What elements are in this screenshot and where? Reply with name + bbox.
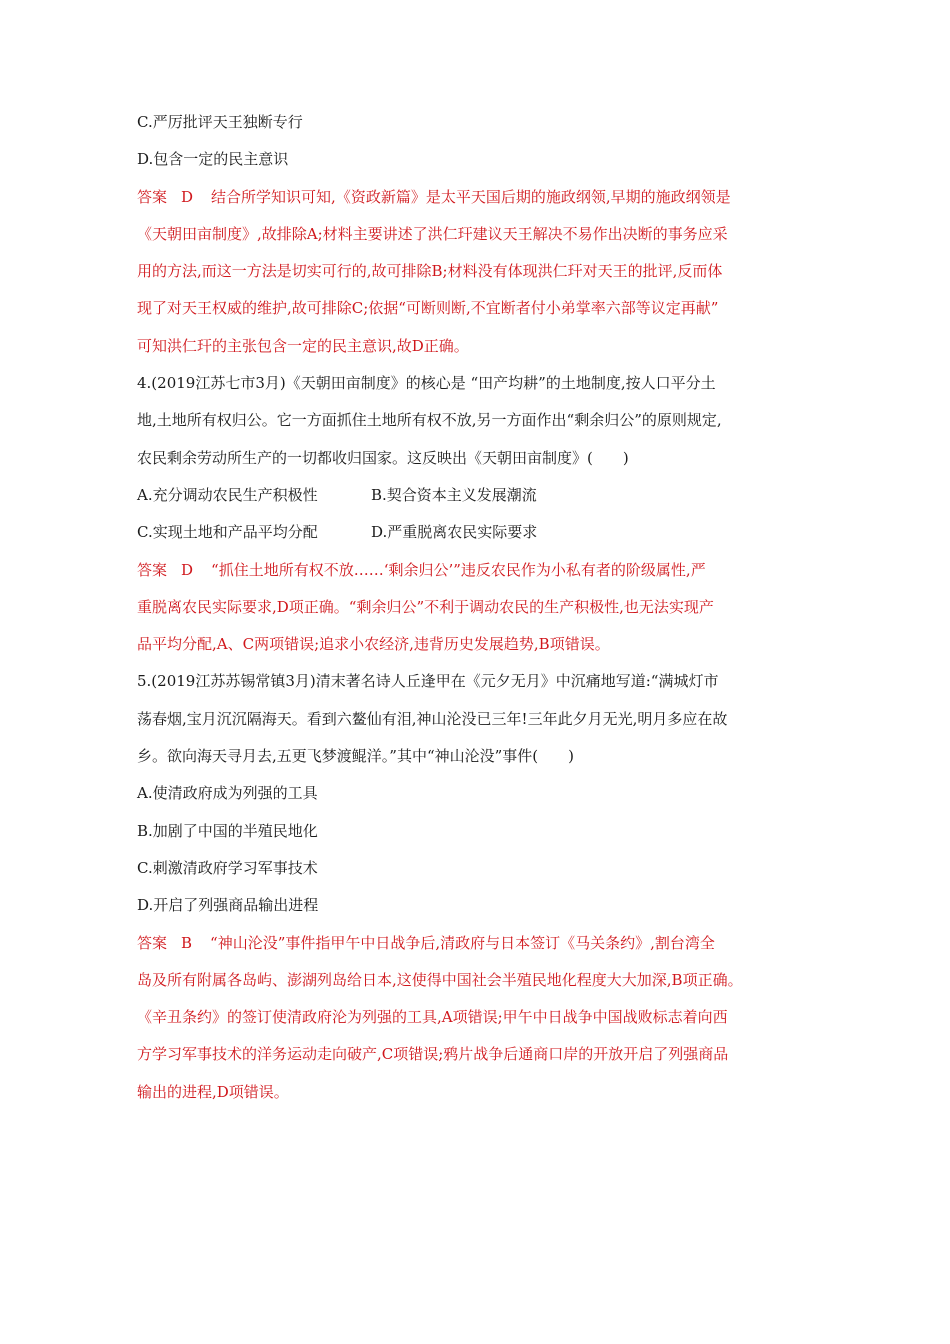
q3-answer-line-3: 用的方法,而这一方法是切实可行的,故可排除B;材料没有体现洪仁玕对天王的批评,反而体 [137, 262, 723, 281]
q5-option-d: D.开启了列强商品输出进程 [137, 896, 319, 915]
q5-answer-line-5: 输出的进程,D项错误。 [137, 1082, 289, 1101]
answer-text: “神山沦没”事件指甲午中日战争后,清政府与日本签订《马关条约》,割台湾全 [210, 933, 715, 952]
q5-option-c: C.刺激清政府学习军事技术 [137, 858, 318, 877]
q3-answer-line-2: 《天朝田亩制度》,故排除A;材料主要讲述了洪仁玕建议天王解决不易作出决断的事务应采 [137, 224, 728, 243]
q4-option-c: C.实现土地和产品平均分配 [137, 523, 318, 542]
q4-option-b: B.契合资本主义发展潮流 [371, 485, 537, 504]
answer-key: D [181, 187, 194, 206]
q3-answer-line-5: 可知洪仁玕的主张包含一定的民主意识,故D正确。 [137, 336, 469, 355]
q4-answer-line-1 [137, 560, 817, 580]
answer-label: 答案 [137, 187, 168, 206]
q4-options-row-1 [137, 485, 817, 505]
answer-label: 答案 [137, 933, 168, 952]
q3-answer-line-4: 现了对天王权威的维护,故可排除C;依据“可断则断,不宜断者付小弟掌率六部等议定再献” [137, 299, 719, 318]
q5-answer-line-3: 《辛丑条约》的签订使清政府沦为列强的工具,A项错误;甲午中日战争中国战败标志着向西 [137, 1008, 728, 1027]
q4-option-d: D.严重脱离农民实际要求 [371, 523, 538, 542]
q3-answer-line-1 [137, 187, 817, 207]
q5-stem-line-3: 乡。欲向海天寻月去,五更飞梦渡鲲洋。”其中“神山沦没”事件( ) [137, 747, 574, 766]
q5-stem-line-2: 荡春烟,宝月沉沉隔海天。看到六鳌仙有泪,神山沦没已三年!三年此夕月无光,明月多应在故 [137, 709, 728, 728]
q4-options-row-2 [137, 522, 817, 542]
q4-stem-line-2: 地,土地所有权归公。它一方面抓住土地所有权不放,另一方面作出“剩余归公”的原则规定, [137, 411, 722, 430]
q5-answer-line-1 [137, 933, 817, 953]
answer-key: B [181, 933, 193, 952]
q5-answer-line-2: 岛及所有附属各岛屿、澎湖列岛给日本,这使得中国社会半殖民地化程度大大加深,B项正确。 [137, 970, 743, 989]
q4-answer-line-3: 品平均分配,A、C两项错误;追求小农经济,违背历史发展趋势,B项错误。 [137, 635, 610, 654]
q3-option-c: C.严厉批评天王独断专行 [137, 113, 303, 131]
q5-stem-line-1: 5.(2019江苏苏锡常镇3月)清末著名诗人丘逢甲在《元夕无月》中沉痛地写道:“满城灯市 [137, 672, 719, 691]
document-page [137, 112, 817, 1119]
q4-stem-line-3: 农民剩余劳动所生产的一切都收归国家。这反映出《天朝田亩制度》( ) [137, 448, 629, 467]
q4-answer-line-2: 重脱离农民实际要求,D项正确。“剩余归公”不利于调动农民的生产积极性,也无法实现产 [137, 597, 714, 616]
q5-option-a: A.使清政府成为列强的工具 [137, 784, 318, 803]
q3-option-d: D.包含一定的民主意识 [137, 150, 289, 169]
q4-stem-line-1: 4.(2019江苏七市3月)《天朝田亩制度》的核心是 “田产均耕”的土地制度,按人口平分土 [137, 374, 716, 393]
q5-option-b: B.加剧了中国的半殖民地化 [137, 821, 318, 840]
q5-answer-line-4: 方学习军事技术的洋务运动走向破产,C项错误;鸦片战争后通商口岸的开放开启了列强商品 [137, 1045, 729, 1064]
answer-key: D [181, 560, 194, 579]
answer-label: 答案 [137, 560, 168, 579]
answer-text: 结合所学知识可知,《资政新篇》是太平天国后期的施政纲领,早期的施政纲领是 [211, 187, 731, 206]
q4-option-a: A.充分调动农民生产积极性 [137, 485, 318, 504]
answer-text: “抓住土地所有权不放……‘剩余归公’”违反农民作为小私有者的阶级属性,严 [211, 560, 706, 579]
